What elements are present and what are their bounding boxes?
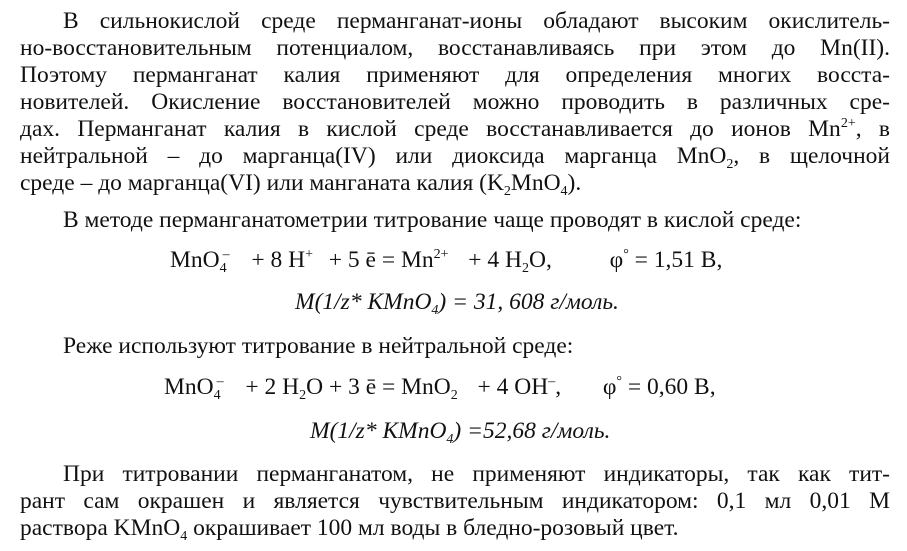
subscript: 4 <box>213 388 221 403</box>
molar-mass-acidic <box>295 289 619 318</box>
text: дах. Перманганат калия в кислой среде восстанавливается до ионов Mn <box>20 116 841 142</box>
subscript: 4 <box>431 303 439 318</box>
formula-part: + 4 H <box>468 247 522 273</box>
formula-part: + 8 H <box>251 247 306 273</box>
subscript: 4 <box>560 184 568 199</box>
subscript: 4 <box>180 529 188 544</box>
subscript: 2 <box>450 388 458 403</box>
paragraph1-line4 <box>20 89 890 115</box>
text: В сильнокислой среде перманганат-ионы обладают высоким окислитель- <box>63 8 890 34</box>
text: раствора KMnO <box>20 515 181 541</box>
charge-superscript: – <box>548 374 556 389</box>
degree-superscript: ° <box>623 247 629 262</box>
formula-part: , <box>555 374 562 400</box>
charge-superscript: + <box>305 247 314 262</box>
paragraph1-line2 <box>20 35 890 61</box>
potential-symbol: φ <box>602 374 617 400</box>
text: рант сам окрашен и является чувствительным индикатором: 0,1 мл 0,01 М <box>20 488 890 514</box>
potential-symbol: φ <box>609 247 624 273</box>
text: Реже используют титрование в нейтральной среде: <box>63 333 574 359</box>
formula-part: MnO <box>164 374 214 400</box>
paragraph1-line6 <box>20 143 890 172</box>
text: ). <box>567 170 582 196</box>
equation-neutral <box>164 374 716 403</box>
molar-mass-neutral <box>310 418 611 447</box>
potential-value: = 1,51 В, <box>634 247 723 273</box>
charge-superscript: – <box>216 374 224 389</box>
subscript: 4 <box>446 432 454 447</box>
subscript: 2 <box>299 388 307 403</box>
charge-superscript: – <box>222 247 230 262</box>
formula-part: O + 3 ē = MnO <box>306 374 451 400</box>
subscript: 2 <box>726 157 734 172</box>
subscript: 2 <box>522 261 529 276</box>
degree-superscript: ° <box>616 374 623 389</box>
formula-part: + 2 H <box>245 374 300 400</box>
paragraph1-line1 <box>20 8 890 34</box>
text: Поэтому перманганат калия применяют для определения многих восста- <box>20 62 890 88</box>
subscript: 4 <box>219 261 227 276</box>
text: В методе перманганатометрии титрование чаще проводят в кислой среде: <box>63 207 802 233</box>
text: нейтральной – до марганца(IV) или диоксида марганца MnO <box>20 143 727 169</box>
paragraph4-line3 <box>20 515 890 544</box>
potential-value: = 0,60 В, <box>627 374 716 400</box>
paragraph4-line2 <box>20 488 890 514</box>
equation-acidic <box>170 247 723 276</box>
molar-part: M(1/z* KMnO <box>295 289 432 315</box>
text: среде – до марганца(VI) или манганата калия (K <box>20 170 504 196</box>
text: новителей. Окисление восстановителей можно проводить в различных сре- <box>20 89 890 115</box>
text: окрашивает 100 мл воды в бледно-розовый цвет. <box>187 515 679 541</box>
formula-part: O, <box>529 247 552 273</box>
text: MnO <box>510 170 561 196</box>
text: , в <box>855 116 890 142</box>
paragraph3-line1 <box>20 333 890 359</box>
molar-part: ) = 31, 608 г/моль. <box>438 289 619 315</box>
paragraph1-line3 <box>20 62 890 88</box>
charge-superscript: 2+ <box>433 247 449 262</box>
charge-superscript: 2+ <box>840 116 856 131</box>
subscript: 2 <box>503 184 511 199</box>
text: но-восстановительным потенциалом, восстанавливаясь при этом до Mn(II). <box>20 35 890 61</box>
paragraph1-line7 <box>20 170 890 199</box>
paragraph1-line5 <box>20 116 890 142</box>
paragraph2-line1 <box>20 207 890 233</box>
formula-part: MnO <box>170 247 220 273</box>
paragraph4-line1 <box>20 461 890 487</box>
molar-part: M(1/z* KMnO <box>310 418 447 444</box>
text: При титровании перманганатом, не применяют индикаторы, так как тит- <box>63 461 890 487</box>
text: , в щелочной <box>733 143 890 169</box>
formula-part: + 5 ē = Mn <box>328 247 434 273</box>
formula-part: + 4 OH <box>477 374 549 400</box>
molar-part: ) =52,68 г/моль. <box>453 418 611 444</box>
